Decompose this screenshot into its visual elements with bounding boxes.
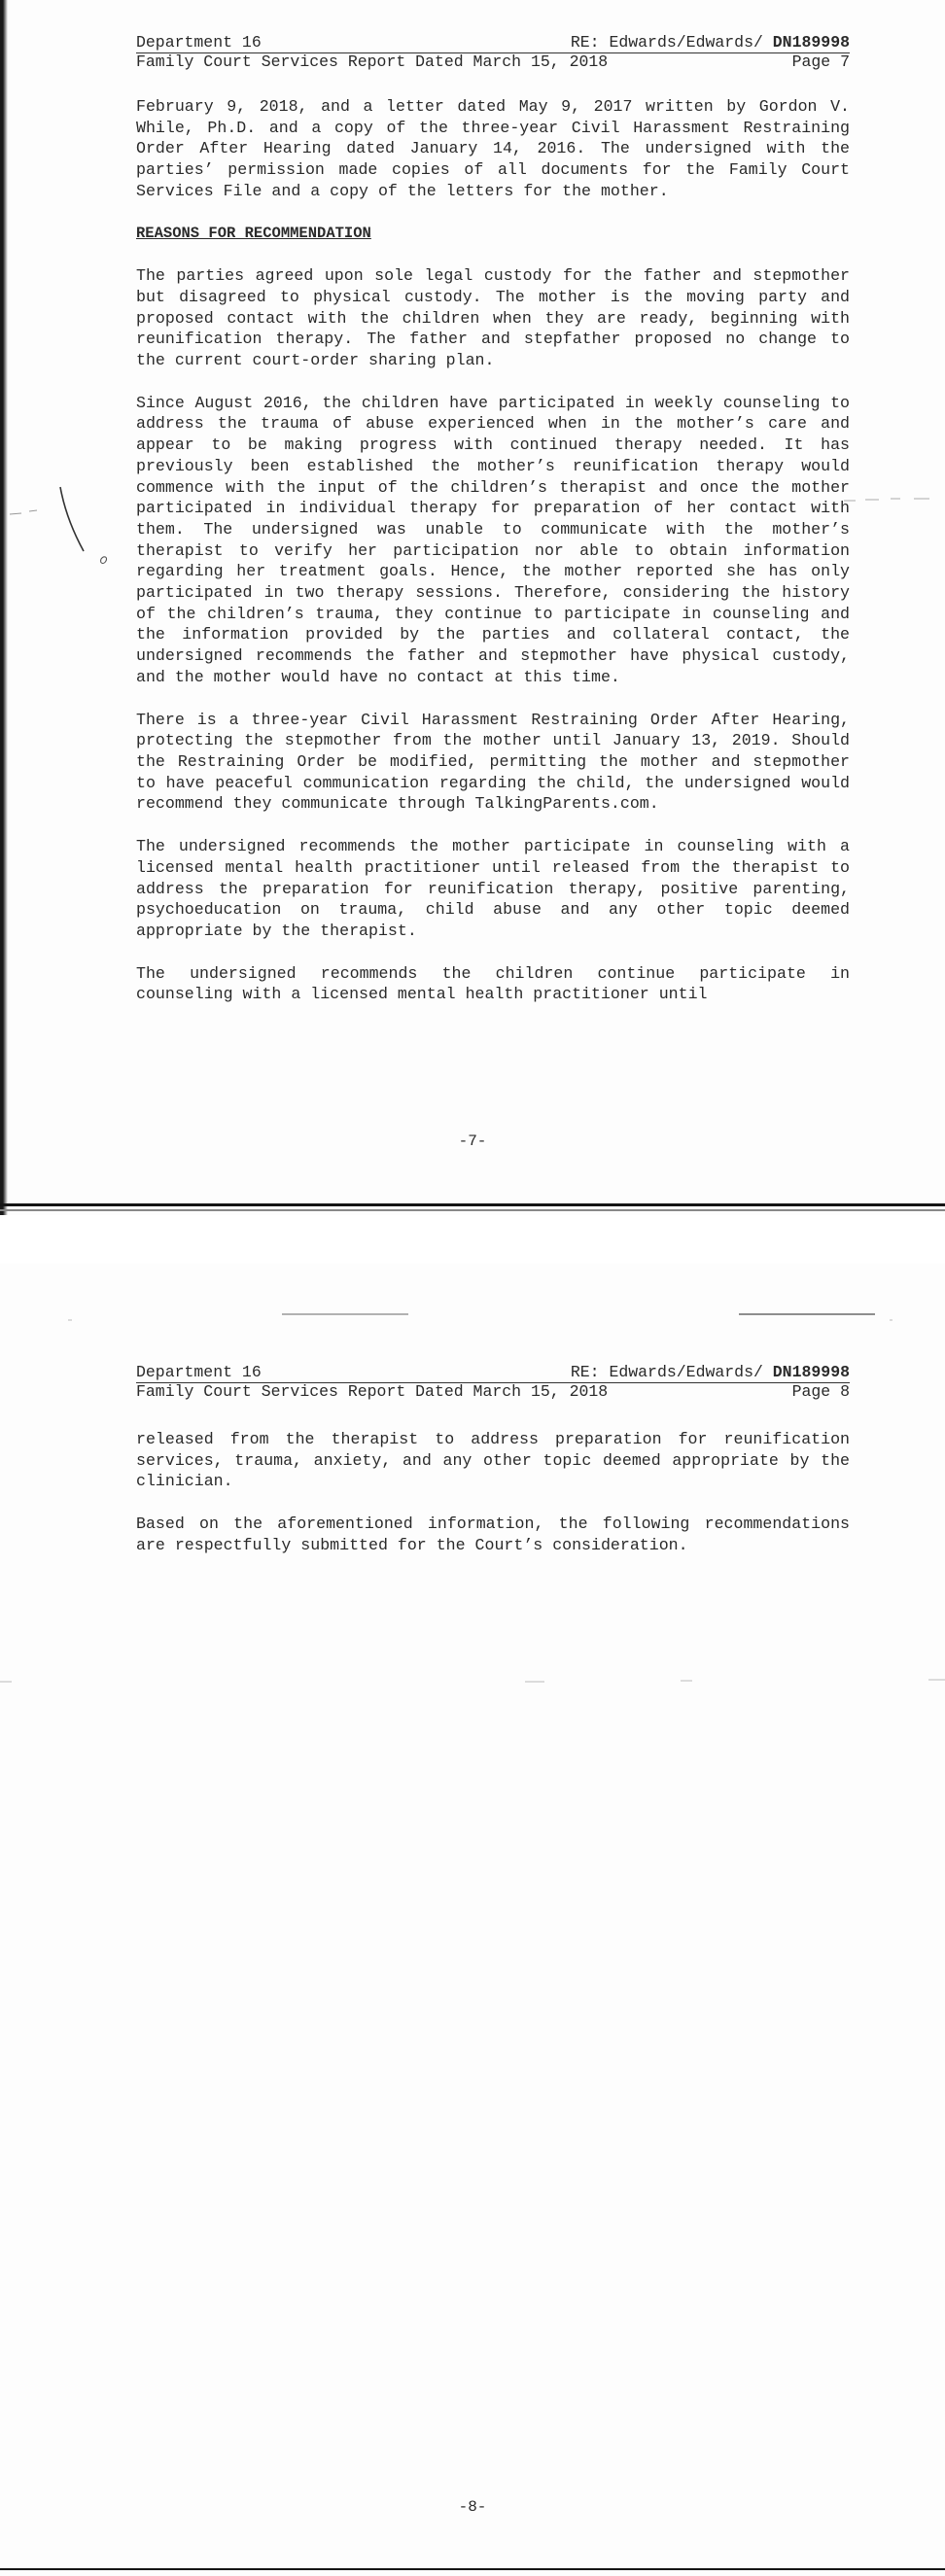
page-header — [136, 1363, 850, 1402]
header-case-number: DN189998 — [772, 1363, 850, 1381]
header-re-label: RE: Edwards/Edwards/ — [570, 1363, 773, 1381]
scan-bottom-edge — [0, 1203, 945, 1206]
header-report-title: Family Court Services Report Dated March 15, 2018 — [136, 52, 609, 71]
margin-scan-dashes — [836, 491, 943, 510]
paragraph-recommendations-intro: Based on the aforementioned information, the following recommendations are respectfully submitted for the Court’s consideration. — [136, 1514, 850, 1554]
header-case-number: DN189998 — [772, 33, 850, 52]
header-page-label: Page 7 — [791, 52, 850, 71]
paragraph-continuation: released from the therapist to address preparation for reunification services, trauma, anxiety, and any other topic deemed appropriate by the clinician. — [136, 1430, 850, 1491]
scan-left-edge — [0, 0, 8, 1215]
header-underline — [136, 52, 850, 53]
paragraph-mother-counseling: The undersigned recommends the mother participate in counseling with a licensed mental health practitioner until released from the therapist to address the preparation for reunification therapy, positive parenting, psychoeducation on trauma, child abuse and any other topic deemed appropriate by the therapist. — [136, 837, 850, 940]
header-department: Department 16 — [136, 33, 262, 52]
scan-bottom-edge — [0, 2568, 945, 2570]
paragraph-continuation: February 9, 2018, and a letter dated May 9, 2017 written by Gordon V. While, Ph.D. and a copy of the three-year Civil Harassment Restraining Order After Hearing dated January 14, 2016. The undersigned with the parties’ permission made copies of all documents for the Family Court Services File and a copy of the letters for the mother. — [136, 97, 850, 200]
page-number: -8- — [458, 2498, 487, 2516]
header-row-1 — [136, 33, 850, 52]
header-page-label: Page 8 — [791, 1382, 850, 1401]
header-re — [571, 1363, 850, 1382]
paragraph-custody-agreement: The parties agreed upon sole legal custody for the father and stepmother but disagreed to physical custody. The mother is the moving party and proposed contact with the children when they are ready, beginning with reunification therapy. The father and stepfather proposed no change to the current court-order sharing plan. — [136, 266, 850, 370]
page-8-body — [136, 1429, 850, 1556]
header-report-title: Family Court Services Report Dated March 15, 2018 — [136, 1382, 609, 1401]
scan-bottom-shadow — [0, 1209, 945, 1211]
header-row-2 — [136, 1382, 850, 1402]
paragraph-restraining-order: There is a three-year Civil Harassment Restraining Order After Hearing, protecting the stepmother from the mother until January 13, 2019. Should the Restraining Order be modified, permitting the mother and stepmother to have peaceful communication regarding the child, the undersigned would recommend they communicate through TalkingParents.com. — [136, 710, 850, 814]
scan-artifact-top — [0, 1303, 945, 1332]
header-underline — [136, 1382, 850, 1383]
paragraph-counseling-history: Since August 2016, the children have participated in weekly counseling to address the trauma of abuse experienced when in the mother’s care and appear to be making progress with continued therapy needed. It has previously been established the mother’s reunification therapy would commence with the input of the children’s therapist and once the mother participated in individual therapy for preparation of her contact with them. The undersigned was unable to communicate with the mother’s therapist to verify her participation nor able to obtain information regarding her treatment goals. Hence, the mother reported she has only participated in two therapy sessions. Therefore, considering the history of the children’s trauma, they continue to participate in counseling and the information provided by the parties and collateral contact, the undersigned recommends the father and stepmother have physical custody, and the mother would have no contact at this time. — [136, 393, 850, 686]
page-7-body — [136, 96, 850, 1005]
paragraph-children-counseling: The undersigned recommends the children continue participate in counseling with a licensed mental health practitioner until — [136, 963, 850, 1004]
header-re — [571, 33, 850, 52]
header-row-1 — [136, 1363, 850, 1382]
scan-artifact-mid — [0, 1672, 945, 1691]
section-heading: REASONS FOR RECOMMENDATION — [136, 224, 371, 242]
page-header — [136, 33, 850, 72]
header-re-label: RE: Edwards/Edwards/ — [570, 33, 773, 52]
page-number: -7- — [458, 1132, 487, 1150]
document-page-8 — [0, 1264, 945, 2576]
header-department: Department 16 — [136, 1363, 262, 1381]
handwritten-margin-mark — [0, 481, 136, 578]
document-page-7 — [0, 0, 945, 1215]
header-row-2 — [136, 52, 850, 72]
